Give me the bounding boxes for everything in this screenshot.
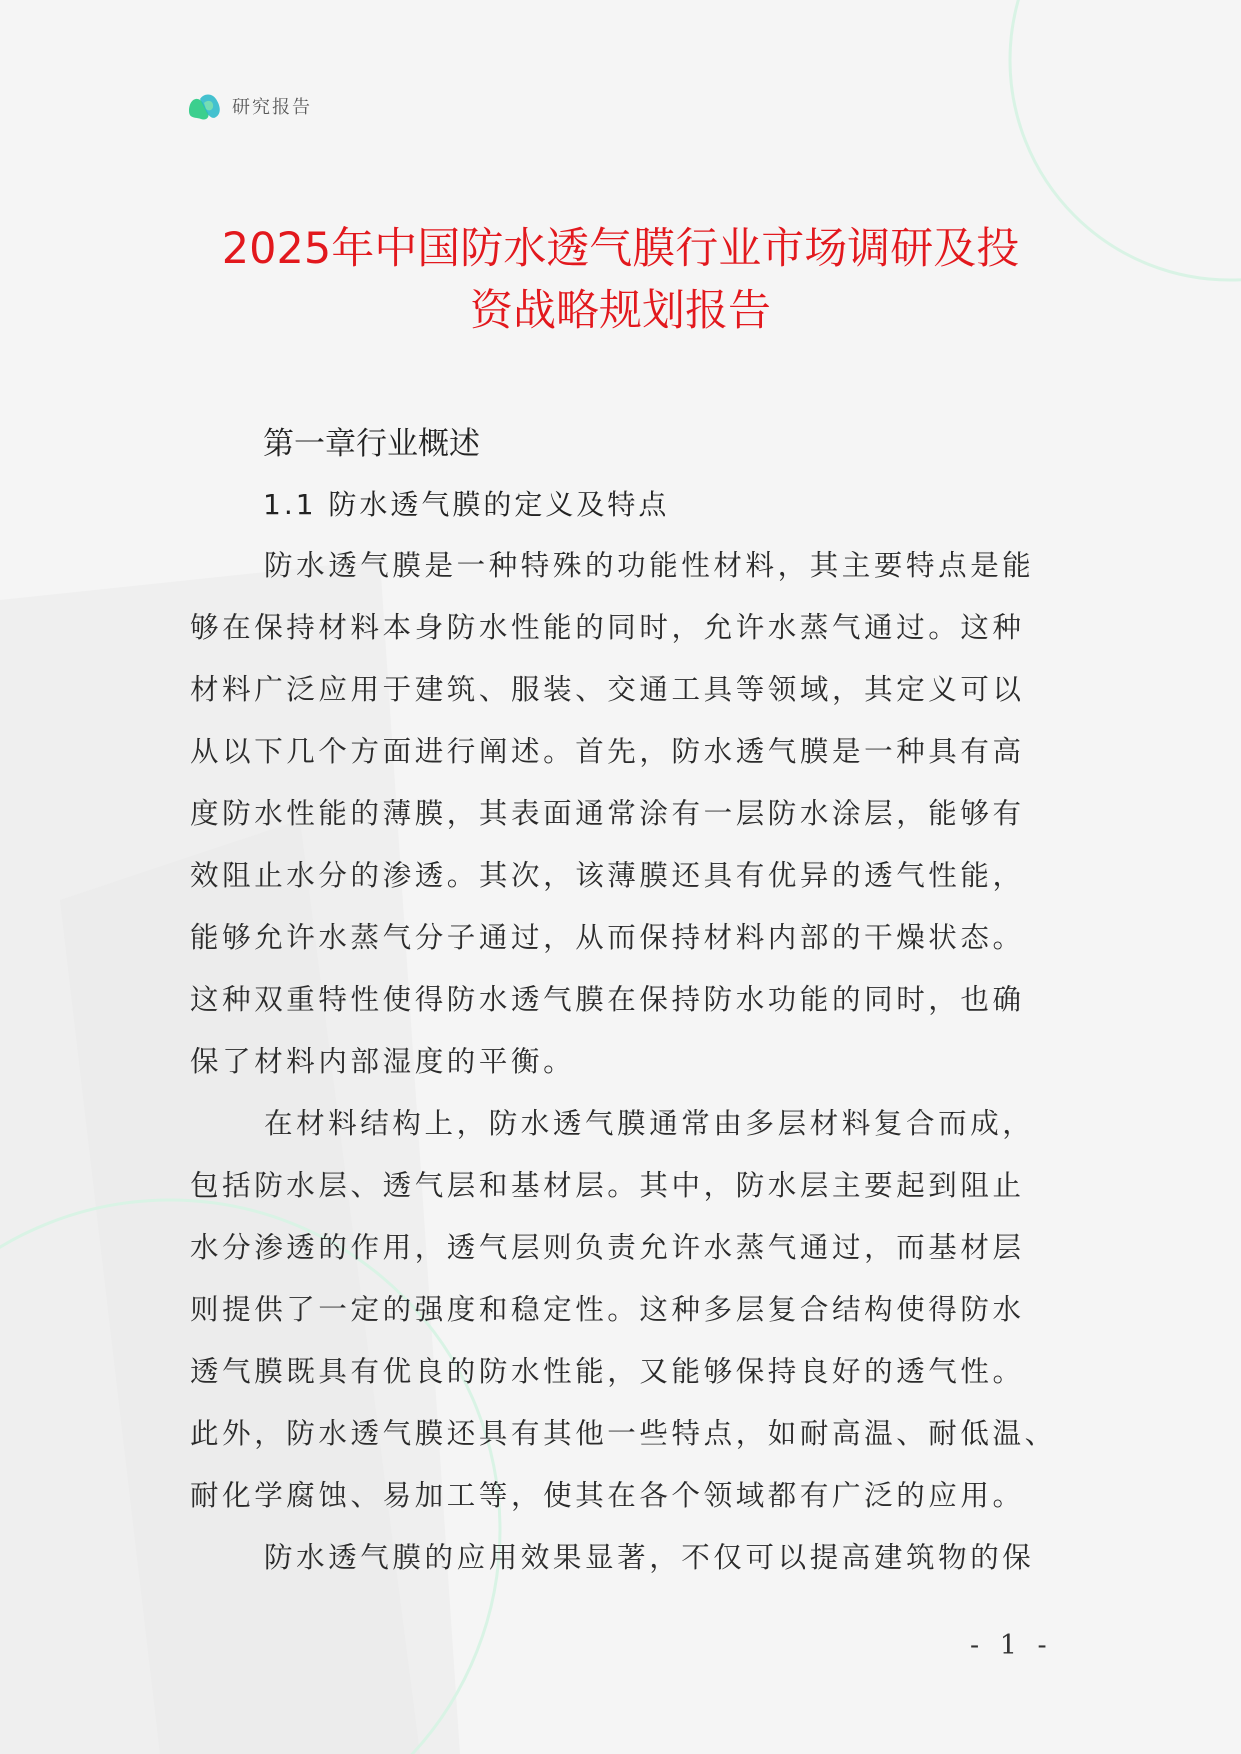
title-line-1: 2025年中国防水透气膜行业市场调研及投 xyxy=(221,224,1020,274)
body-line: 则提供了一定的强度和稳定性。这种多层复合结构使得防水 xyxy=(190,1293,1025,1326)
brand-logo-icon xyxy=(186,89,224,123)
body-line: 防水透气膜是一种特殊的功能性材料，其主要特点是能 xyxy=(264,549,1035,582)
report-title xyxy=(150,218,1091,342)
body-line: 在材料结构上，防水透气膜通常由多层材料复合而成， xyxy=(264,1107,1035,1140)
body-line: 保了材料内部湿度的平衡。 xyxy=(190,1045,576,1078)
body-line: 够在保持材料本身防水性能的同时，允许水蒸气通过。这种 xyxy=(190,611,1025,644)
body-line: 从以下几个方面进行阐述。首先，防水透气膜是一种具有高 xyxy=(190,735,1025,768)
body-line: 包括防水层、透气层和基材层。其中，防水层主要起到阻止 xyxy=(190,1169,1025,1202)
body-line: 效阻止水分的渗透。其次，该薄膜还具有优异的透气性能， xyxy=(190,859,1025,892)
body-line: 水分渗透的作用，透气层则负责允许水蒸气通过，而基材层 xyxy=(190,1231,1025,1264)
brand-header xyxy=(186,88,312,124)
title-line-2: 资战略规划报告 xyxy=(470,286,771,336)
chapter-heading: 第一章行业概述 xyxy=(263,426,480,462)
section-heading: 1.1 防水透气膜的定义及特点 xyxy=(263,488,670,521)
body-line: 防水透气膜的应用效果显著，不仅可以提高建筑物的保 xyxy=(264,1541,1035,1574)
body-line: 能够允许水蒸气分子通过，从而保持材料内部的干燥状态。 xyxy=(190,921,1025,954)
brand-text: 研究报告 xyxy=(232,97,312,118)
body-line: 此外，防水透气膜还具有其他一些特点，如耐高温、耐低温、 xyxy=(190,1417,1057,1450)
body-line: 耐化学腐蚀、易加工等，使其在各个领域都有广泛的应用。 xyxy=(190,1479,1025,1512)
body-line: 材料广泛应用于建筑、服装、交通工具等领域，其定义可以 xyxy=(190,673,1025,706)
body-line: 这种双重特性使得防水透气膜在保持防水功能的同时，也确 xyxy=(190,983,1025,1016)
body-text xyxy=(190,535,1080,1589)
page-number: - 1 - xyxy=(970,1630,1053,1661)
body-line: 透气膜既具有优良的防水性能，又能够保持良好的透气性。 xyxy=(190,1355,1025,1388)
body-line: 度防水性能的薄膜，其表面通常涂有一层防水涂层，能够有 xyxy=(190,797,1025,830)
